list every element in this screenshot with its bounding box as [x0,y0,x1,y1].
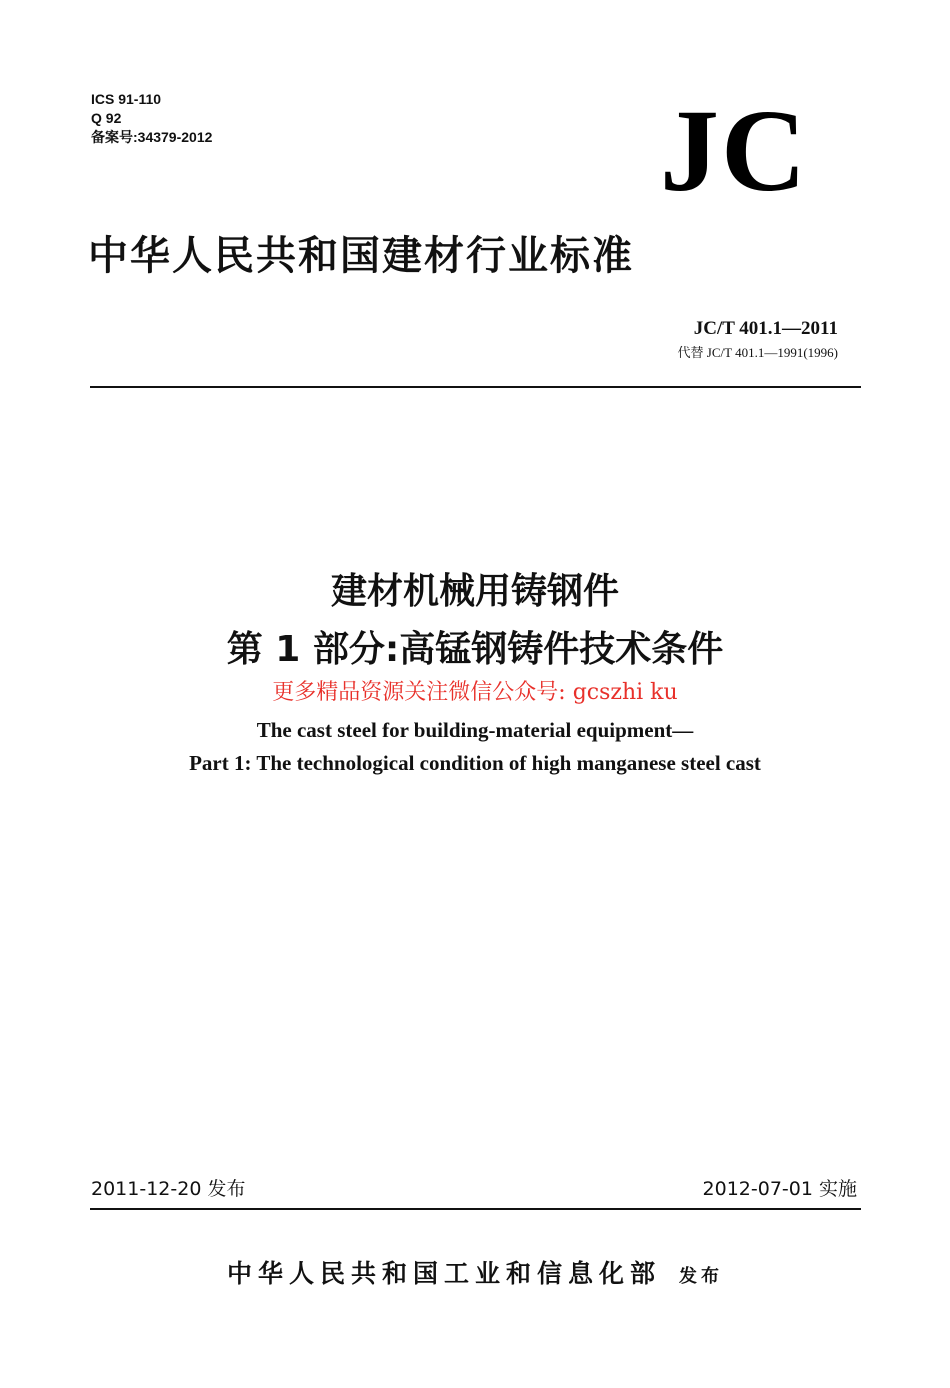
document-title-en-line2: Part 1: The technological condition of high manganese steel cast [189,751,761,775]
document-title-cn-line1: 建材机械用铸钢件 [330,571,619,612]
filing-number: 备案号:34379-2012 [91,129,213,145]
issuing-authority [0,1254,950,1297]
implementation-date: 2012-07-01 实施 [702,1178,857,1200]
standard-number: JC/T 401.1—2011 [693,318,838,339]
ics-code: ICS 91-110 [91,91,162,107]
classification-code: Q 92 [91,110,122,126]
document-title-en-line1: The cast steel for building-material equipment— [256,718,694,742]
document-title-cn-line2: 第 1 部分:高锰钢铸件技术条件 [226,629,724,670]
issuer-name: 中华人民共和国工业和信息化部 [226,1259,661,1288]
standard-category-title: 中华人民共和国建材行业标准 [88,232,634,279]
footer-divider [90,1208,861,1210]
issuer-action: 发布 [679,1266,723,1287]
replaces-standard: 代替 JC/T 401.1—1991(1996) [677,345,838,360]
header-divider [90,386,861,388]
document-meta [91,90,212,147]
jc-logo: JC [660,85,809,216]
release-date: 2011-12-20 发布 [91,1178,246,1200]
promo-watermark-text: 更多精品资源关注微信公众号: gcszhi ku [272,680,678,705]
